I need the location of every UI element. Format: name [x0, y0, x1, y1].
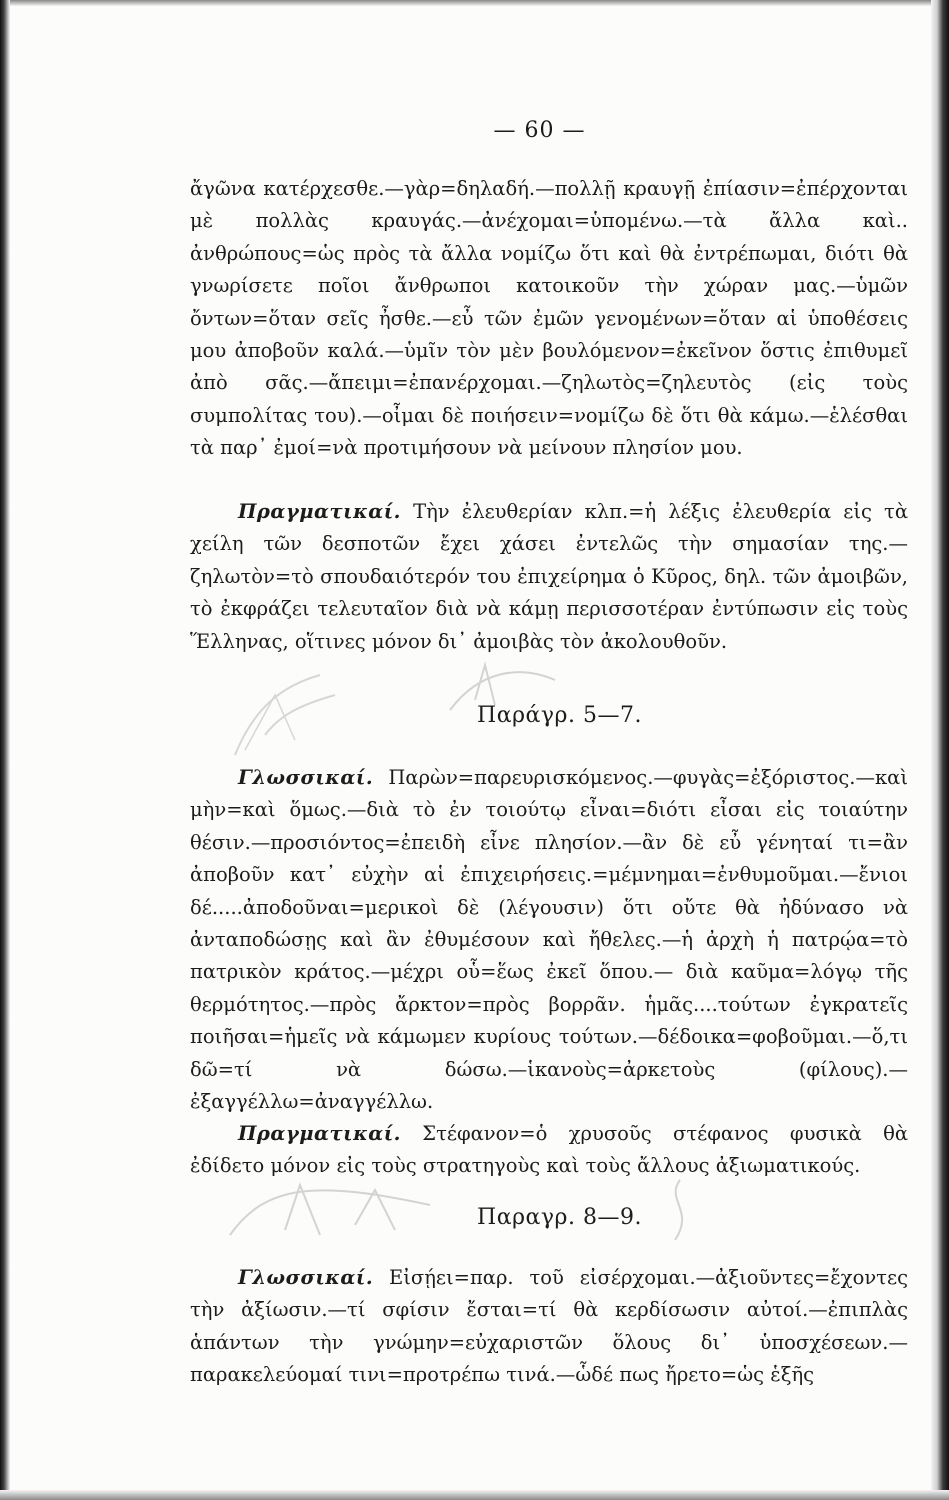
paragraph	[190, 1118, 908, 1183]
commentary-block-glossikai-2	[190, 1262, 908, 1392]
commentary-block-pragmatikai-1	[190, 496, 908, 658]
paragraph-text: Εἰσῄει=παρ. τοῦ εἰσέρχομαι.—ἀξιοῦντες=ἔχοντες τὴν ἀξίωσιν.—τί σφίσιν ἔσται=τί θὰ κερδίσωσιν αὐτοί.—ἐπιπλὰς ἁπάντων τὴν γνώμην=εὐχαριστῶν ὅλους δι᾽ ὑποσχέσεων.—παρακελεύομαί τινι=προτρέπω τινά.—ὧδέ πως ἤρετο=ὡς ἑξῆς	[190, 1266, 908, 1387]
commentary-block-continuation	[190, 173, 908, 465]
paragraph-text: Παρὼν=παρευρισκόμενος.—φυγὰς=ἐξόριστος.—καὶ μὴν=καὶ ὅμως.—διὰ τὸ ἐν τοιούτῳ εἶναι=διότι εἶσαι εἰς τοιαύτην θέσιν.—προσιόντος=ἐπειδὴ εἶνε πλησίον.—ἂν δὲ εὖ γένηταί τι=ἂν ἀποβοῦν κατ᾽ εὐχὴν αἱ ἐπιχειρήσεις.=μέμνημαι=ἐνθυμοῦμαι.—ἔνιοι δέ.....ἀποδοῦναι=μερικοὶ δὲ (λέγουσιν) ὅτι οὔτε θὰ ἠδύνασο νὰ ἀνταποδώσῃς καὶ ἂν ἐθυμέσουν καὶ ἤθελες.—ἡ ἀρχὴ ἡ πατρῴα=τὸ πατρικὸν κράτος.—μέχρι οὗ=ἕως ἐκεῖ ὅπου.— διὰ καῦμα=λόγῳ τῆς θερμότητος.—πρὸς ἄρκτον=πρὸς βορρᾶν. ἡμᾶς....τούτων ἐγκρατεῖς ποιῆσαι=ἡμεῖς νὰ κάμωμεν κυρίους τούτων.—δέδοικα=φοβοῦμαι.—ὅ,τι δῶ=τί νὰ δώσω.—ἱκανοὺς=ἀρκετοὺς (φίλους).—ἐξαγγέλλω=ἀναγγέλλω.	[190, 766, 908, 1114]
page-left-edge	[0, 0, 10, 1500]
section-title: Παράγρ. 5—7.	[477, 703, 642, 728]
paragraph-text: Στέφανον=ὁ χρυσοῦς στέφανος φυσικὰ θὰ ἐδίδετο μόνον εἰς τοὺς στρατηγοὺς καὶ τοὺς ἄλλους ἀξιωματικούς.	[190, 1122, 908, 1178]
section-heading: Γλωσσικαί.	[238, 1266, 374, 1289]
paragraph	[190, 762, 908, 1118]
page-bottom-edge	[0, 1490, 949, 1500]
page-top-edge	[0, 0, 949, 6]
paragraph-text: ἄγῶνα κατέρχεσθε.—γὰρ=δηλαδή.—πολλῇ κραυγῇ ἐπίασιν=ἐπέρχονται μὲ πολλὰς κραυγάς.—ἀνέχομαι=ὑπομένω.—τὰ ἄλλα καὶ.. ἀνθρώπους=ὡς πρὸς τὰ ἄλλα νομίζω ὅτι καὶ θὰ ἐντρέπωμαι, διότι θὰ γνωρίσετε ποῖοι ἄνθρωποι κατοικοῦν τὴν χώραν μας.—ὑμῶν ὄντων=ὅταν σεῖς ἦσθε.—εὖ τῶν ἐμῶν γενομένων=ὅταν αἱ ὑποθέσεις μου ἀποβοῦν καλά.—ὑμῖν τὸν μὲν βουλόμενον=ἐκεῖνον ὅστις ἐπιθυμεῖ ἀπὸ σᾶς.—ἄπειμι=ἐπανέρχομαι.—ζηλωτὸς=ζηλευτὸς (εἰς τοὺς συμπολίτας του).—οἶμαι δὲ ποιήσειν=νομίζω δὲ ὅτι θὰ κάμω.—ἑλέσθαι τὰ παρ᾽ ἐμοί=νὰ προτιμήσουν νὰ μείνουν πλησίον μου.	[190, 177, 908, 460]
section-heading: Πραγματικαί.	[238, 500, 401, 523]
page-number: — 60 —	[493, 118, 586, 143]
paragraph	[190, 496, 908, 658]
paragraph-text: Τὴν ἐλευθερίαν κλπ.=ἡ λέξις ἐλευθερία εἰς τὰ χείλη τῶν δεσποτῶν ἔχει χάσει ἐντελῶς τὴν σημασίαν της.—ζηλωτὸν=τὸ σπουδαιότερόν του ἐπιχείρημα ὁ Κῦρος, δηλ. τῶν ἀμοιβῶν, τὸ ἐκφράζει τελευταῖον διὰ νὰ κάμῃ περισσοτέραν ἐντύπωσιν εἰς τοὺς Ἕλληνας, οἵτινες μόνον δι᾽ ἀμοιβὰς τὸν ἀκολουθοῦν.	[190, 500, 908, 653]
section-heading: Πραγματικαί.	[238, 1122, 401, 1145]
paragraph	[190, 1262, 908, 1392]
commentary-block-pragmatikai-2	[190, 1118, 908, 1183]
section-heading: Γλωσσικαί.	[238, 766, 374, 789]
page-right-edge	[931, 0, 949, 1500]
commentary-block-glossikai-1	[190, 762, 908, 1118]
section-title: Παραγρ. 8—9.	[477, 1205, 642, 1230]
